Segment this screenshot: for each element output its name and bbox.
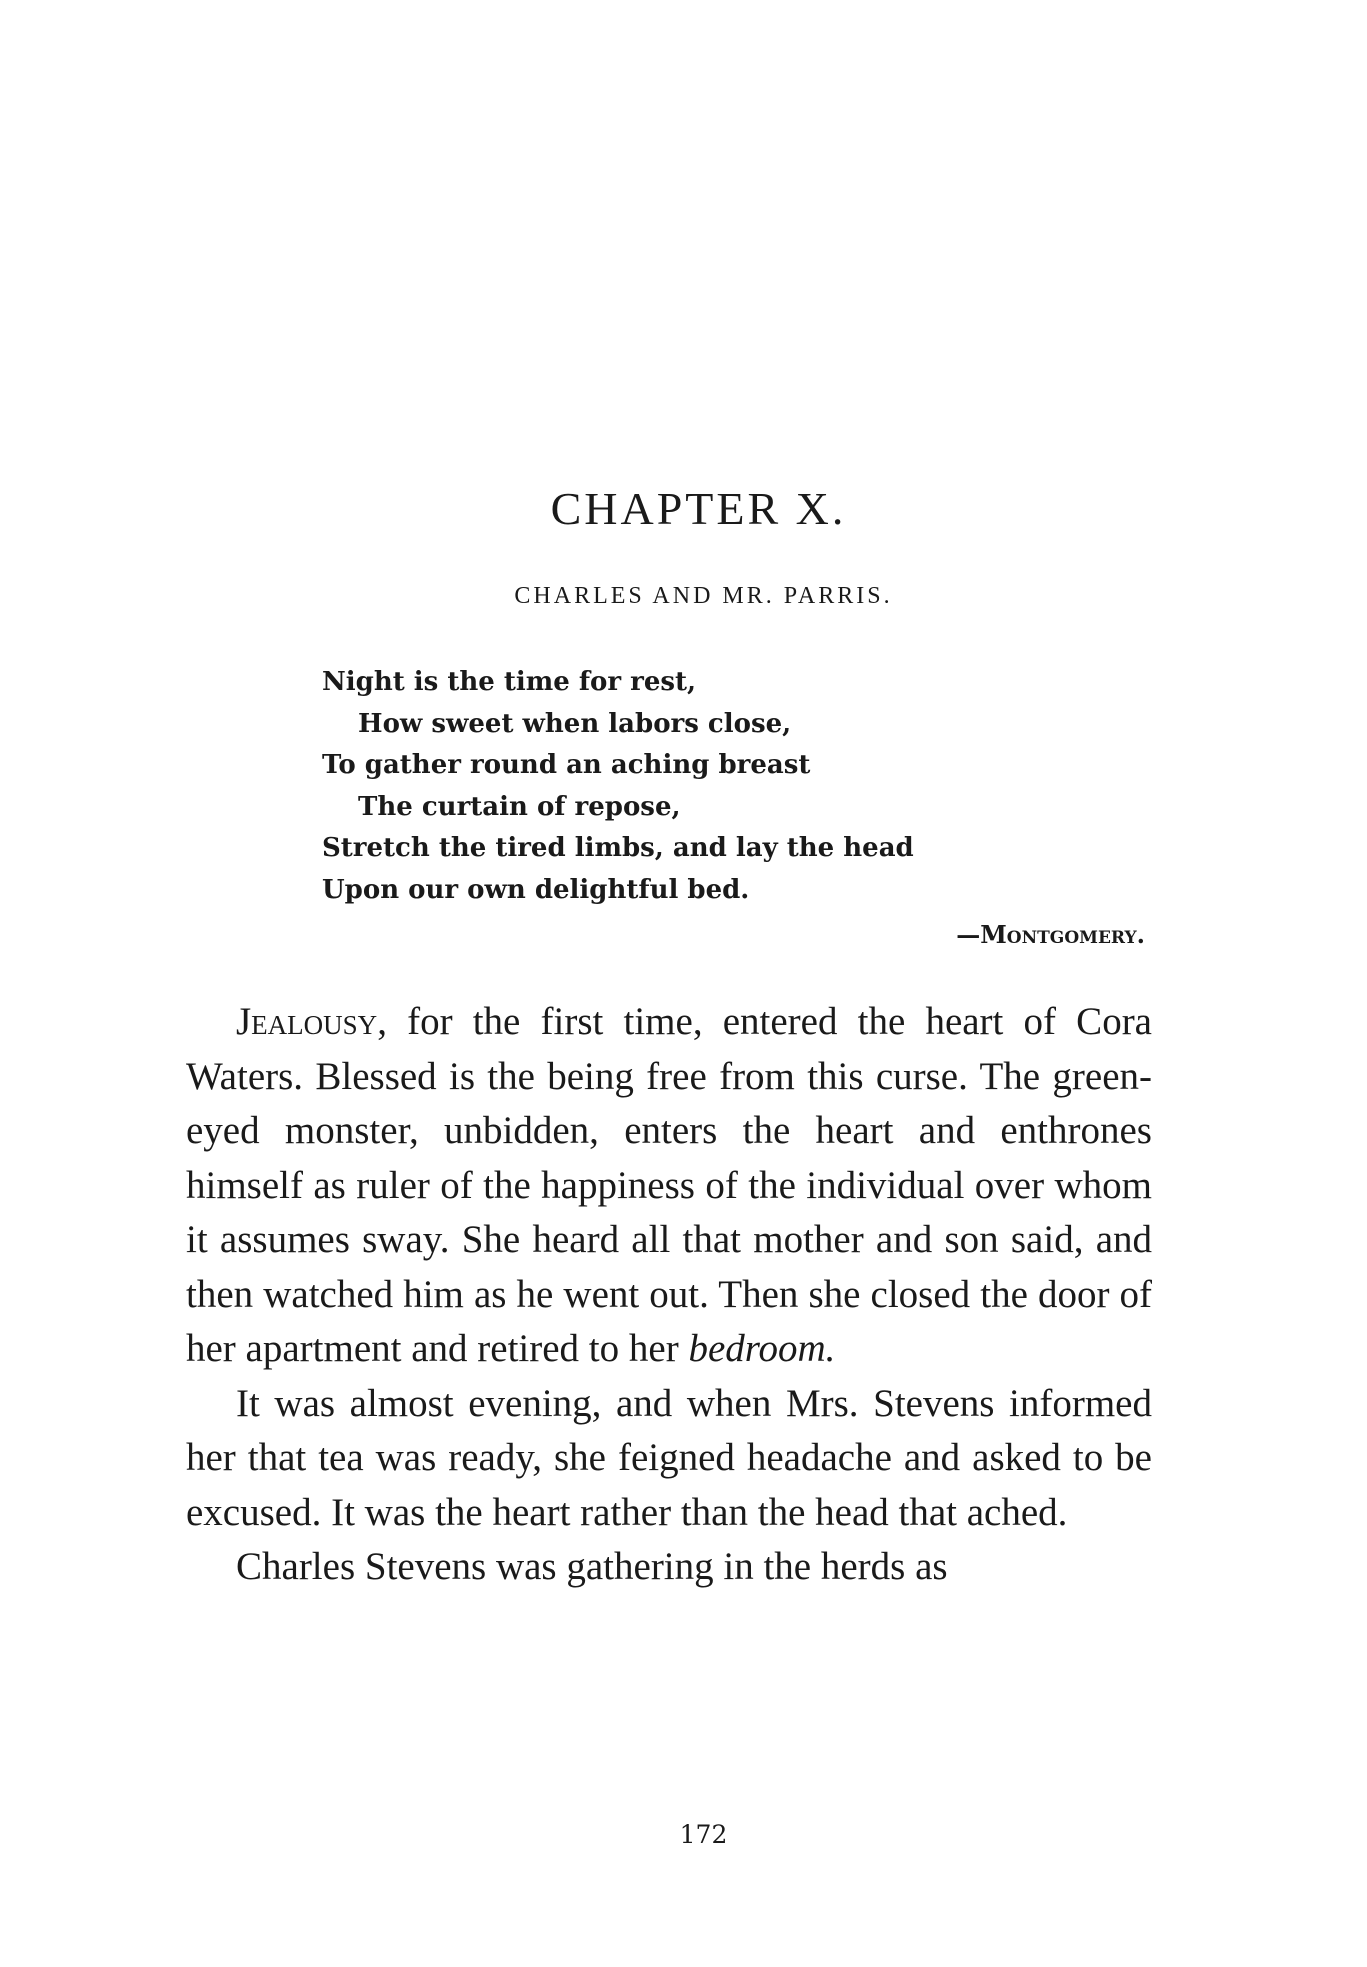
poem-line: Night is the time for rest, [322, 667, 697, 697]
poem-line: To gather round an aching breast [322, 750, 811, 780]
paragraph-2: It was almost evening, and when Mrs. Stevens informed her that tea was ready, she feigned headache and asked to be excused. It was the heart rather than the head that ached. [186, 1381, 1152, 1534]
paragraph-3: Charles Stevens was gathering in the herds as [236, 1545, 948, 1588]
paragraph-1 [186, 995, 1152, 1377]
page-number: 172 [679, 1820, 728, 1849]
paragraph-text: , for the first time, entered the heart of Cora Waters. Blessed is the being free from this curse. The green-eyed monster, unbidden, enters the heart and enthrones himself as ruler of the happiness of the individual over whom it assumes sway. She heard all that mother and son said, and then watched him as he went out. Then she closed the door of her apartment and retired to her [186, 1000, 1152, 1370]
epigraph-attribution: —Montgomery. [956, 920, 1145, 949]
epigraph-poem [322, 662, 914, 911]
chapter-body [186, 995, 1152, 1595]
chapter-title: CHAPTER X. [550, 483, 847, 534]
poem-line: The curtain of repose, [358, 791, 681, 822]
chapter-subtitle: CHARLES AND MR. PARRIS. [514, 583, 893, 609]
poem-line: How sweet when labors close, [358, 708, 792, 739]
poem-line: Stretch the tired limbs, and lay the head [322, 833, 914, 863]
paragraph-lead-word: Jealousy [236, 1000, 378, 1043]
paragraph-text-italic: bedroom. [688, 1327, 836, 1370]
poem-line: Upon our own delightful bed. [322, 874, 750, 905]
